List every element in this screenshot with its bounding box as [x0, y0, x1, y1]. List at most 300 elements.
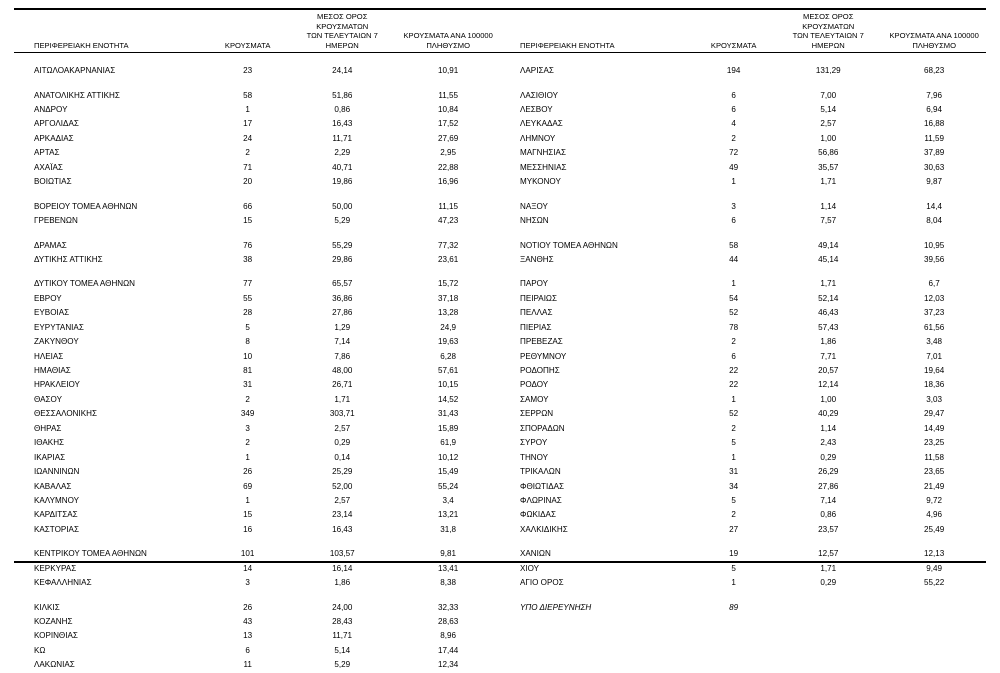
header-7day-average — [288, 10, 396, 54]
table-row — [14, 175, 500, 189]
spacer-cell — [500, 78, 986, 88]
cell-cases: 1 — [245, 105, 250, 115]
cell-region: ΘΑΣΟΥ — [34, 394, 62, 404]
cell-rate-per-100000: 37,89 — [924, 148, 945, 158]
table-row — [14, 562, 500, 576]
cell-region: ΣΠΟΡΑΔΩΝ — [520, 423, 565, 433]
cell-region: ΑΡΚΑΔΙΑΣ — [34, 133, 74, 143]
table-row — [14, 161, 500, 175]
cell-rate-per-100000: 24,9 — [440, 322, 457, 332]
cell-rate-per-100000: 16,96 — [438, 177, 459, 187]
header-7day-average-line1: ΜΕΣΟΣ ΟΡΟΣ ΚΡΟΥΣΜΑΤΩΝ — [316, 12, 369, 31]
cell-7day-average: 24,00 — [332, 602, 353, 612]
cell-cases: 5 — [731, 438, 736, 448]
cell-rate-per-100000: 15,72 — [438, 279, 459, 289]
header-7day-average-line1: ΜΕΣΟΣ ΟΡΟΣ ΚΡΟΥΣΜΑΤΩΝ — [802, 12, 855, 31]
cell-region: ΠΡΕΒΕΖΑΣ — [520, 337, 563, 347]
cell-rate-per-100000: 9,72 — [926, 495, 943, 505]
table-row — [14, 615, 500, 629]
cell-7day-average: 0,29 — [820, 578, 837, 588]
cell-cases: 78 — [729, 322, 739, 332]
cell-7day-average: 7,14 — [820, 495, 837, 505]
cell-7day-average: 5,29 — [334, 216, 351, 226]
cell-cases: 20 — [243, 177, 253, 187]
cell-7day-average: 2,57 — [334, 495, 351, 505]
cell-rate-per-100000: 22,88 — [438, 162, 459, 172]
table-row — [500, 306, 986, 320]
cell-region: ΑΝΑΤΟΛΙΚΗΣ ΑΤΤΙΚΗΣ — [34, 90, 120, 100]
cell-region: ΦΩΚΙΔΑΣ — [520, 510, 556, 520]
table-spacer-row — [500, 537, 986, 547]
cell-region: ΤΗΝΟΥ — [520, 452, 549, 462]
table-row — [14, 364, 500, 378]
cell-cases: 19 — [729, 549, 739, 559]
cell-region: ΜΕΣΣΗΝΙΑΣ — [520, 162, 567, 172]
cell-region: ΛΑΡΙΣΑΣ — [520, 66, 554, 76]
cell-region: ΚΕΡΚΥΡΑΣ — [34, 563, 77, 573]
cell-7day-average: 16,43 — [332, 524, 353, 534]
cell-cases: 22 — [729, 380, 739, 390]
cell-7day-average: 303,71 — [329, 409, 355, 419]
table-row — [500, 494, 986, 508]
table-row — [500, 253, 986, 267]
cell-rate-per-100000: 57,61 — [438, 366, 459, 376]
cell-7day-average: 56,86 — [818, 148, 839, 158]
cell-7day-average: 27,86 — [818, 481, 839, 491]
table-row — [14, 238, 500, 252]
cell-region: ΚΕΝΤΡΙΚΟΥ ΤΟΜΕΑ ΑΘΗΝΩΝ — [34, 549, 147, 559]
cell-cases: 2 — [731, 423, 736, 433]
left-table-head — [14, 10, 500, 54]
cell-region: ΛΑΚΩΝΙΑΣ — [34, 660, 75, 670]
header-rate-line1: ΚΡΟΥΣΜΑΤΑ ΑΝΑ 100000 — [889, 31, 979, 41]
cell-7day-average: 55,29 — [332, 240, 353, 250]
cell-cases: 5 — [731, 495, 736, 505]
cell-7day-average: 1,71 — [820, 563, 837, 573]
cell-rate-per-100000: 16,88 — [924, 119, 945, 129]
cell-7day-average: 7,57 — [820, 216, 837, 226]
cell-7day-average: 12,57 — [818, 549, 839, 559]
cell-region: ΦΘΙΩΤΙΔΑΣ — [520, 481, 565, 491]
table-row — [500, 117, 986, 131]
cell-rate-per-100000: 37,18 — [438, 293, 459, 303]
cell-rate-per-100000: 10,12 — [438, 452, 459, 462]
cell-cases: 58 — [729, 240, 739, 250]
cell-cases: 1 — [731, 177, 736, 187]
cell-region: ΗΡΑΚΛΕΙΟΥ — [34, 380, 80, 390]
table-row — [14, 132, 500, 146]
cell-7day-average: 1,71 — [820, 177, 837, 187]
spacer-cell — [500, 590, 986, 600]
table-row — [14, 547, 500, 561]
cell-7day-average: 52,00 — [332, 481, 353, 491]
table-row — [500, 335, 986, 349]
cell-region: ΑΓΙΟ ΟΡΟΣ — [520, 578, 564, 588]
cell-cases: 31 — [243, 380, 253, 390]
cell-rate-per-100000: 55,22 — [924, 578, 945, 588]
cell-rate-per-100000: 3,4 — [442, 495, 454, 505]
cell-cases: 44 — [729, 254, 739, 264]
cell-rate-per-100000: 19,64 — [924, 366, 945, 376]
cell-rate-per-100000: 10,91 — [438, 66, 459, 76]
cell-7day-average: 5,14 — [334, 645, 351, 655]
cell-7day-average: 2,43 — [820, 438, 837, 448]
cell-rate-per-100000: 9,81 — [440, 549, 457, 559]
cell-region: ΚΙΛΚΙΣ — [34, 602, 60, 612]
table-row — [14, 277, 500, 291]
cell-region: ΕΥΒΟΙΑΣ — [34, 308, 70, 318]
cell-7day-average: 1,14 — [820, 423, 837, 433]
cell-cases: 31 — [729, 467, 739, 477]
cell-cases: 3 — [245, 578, 250, 588]
table-row — [500, 214, 986, 228]
cell-7day-average: 2,57 — [820, 119, 837, 129]
cell-cases: 6 — [731, 90, 736, 100]
cell-region: ΚΟΡΙΝΘΙΑΣ — [34, 631, 78, 641]
header-row — [14, 10, 500, 54]
table-row — [500, 161, 986, 175]
cell-region: ΒΟΙΩΤΙΑΣ — [34, 177, 72, 187]
table-row — [14, 451, 500, 465]
cell-rate-per-100000: 39,56 — [924, 254, 945, 264]
table-row — [14, 494, 500, 508]
spacer-cell — [14, 590, 500, 600]
cell-7day-average: 24,14 — [332, 66, 353, 76]
header-7day-average-line2: ΤΩΝ ΤΕΛΕΥΤΑΙΩΝ 7 ΗΜΕΡΩΝ — [792, 31, 864, 50]
table-row — [14, 436, 500, 450]
cell-region: ΡΟΔΟΥ — [520, 380, 549, 390]
cell-cases: 58 — [243, 90, 253, 100]
cell-7day-average: 40,71 — [332, 162, 353, 172]
cell-cases: 27 — [729, 524, 739, 534]
table-row — [500, 393, 986, 407]
cell-rate-per-100000: 15,89 — [438, 423, 459, 433]
cell-cases: 5 — [731, 563, 736, 573]
table-spacer-row — [14, 590, 500, 600]
table-row — [14, 200, 500, 214]
table-row — [500, 349, 986, 363]
cell-7day-average: 2,29 — [334, 148, 351, 158]
cell-region: ΜΥΚΟΝΟΥ — [520, 177, 561, 187]
cell-7day-average: 1,00 — [820, 133, 837, 143]
spacer-cell — [500, 190, 986, 200]
cell-7day-average: 50,00 — [332, 201, 353, 211]
table-spacer-row — [14, 267, 500, 277]
cell-rate-per-100000: 14,4 — [926, 201, 943, 211]
cell-cases: 34 — [729, 481, 739, 491]
table-row — [500, 88, 986, 102]
cell-cases: 3 — [245, 423, 250, 433]
cell-rate-per-100000: 25,49 — [924, 524, 945, 534]
cell-rate-per-100000: 11,15 — [438, 201, 458, 211]
cell-region: ΤΡΙΚΑΛΩΝ — [520, 467, 561, 477]
table-row — [14, 523, 500, 537]
table-row — [500, 451, 986, 465]
cell-7day-average: 25,29 — [332, 467, 353, 477]
cell-7day-average: 20,57 — [818, 366, 839, 376]
cell-region: ΠΑΡΟΥ — [520, 279, 549, 289]
cell-region: ΡΕΘΥΜΝΟΥ — [520, 351, 567, 361]
cell-7day-average: 40,29 — [818, 409, 839, 419]
spacer-cell — [14, 537, 500, 547]
cell-cases: 6 — [245, 645, 250, 655]
header-cases: ΚΡΟΥΣΜΑΤΑ — [710, 40, 757, 50]
table-row — [14, 253, 500, 267]
table-row — [14, 576, 500, 590]
cell-7day-average: 49,14 — [818, 240, 839, 250]
cell-cases: 10 — [243, 351, 253, 361]
table-row — [14, 335, 500, 349]
table-row — [14, 117, 500, 131]
cell-cases: 6 — [731, 216, 736, 226]
cell-region: ΧΑΛΚΙΔΙΚΗΣ — [520, 524, 568, 534]
table-row — [500, 465, 986, 479]
cell-rate-per-100000: 10,95 — [924, 240, 945, 250]
cell-cases: 66 — [243, 201, 253, 211]
cell-region: ΚΩ — [34, 645, 46, 655]
cell-cases: 349 — [240, 409, 255, 419]
table-row — [500, 238, 986, 252]
cell-cases: 15 — [243, 510, 253, 520]
table-row — [500, 321, 986, 335]
cell-region: ΑΡΤΑΣ — [34, 148, 60, 158]
cell-region: ΝΑΞΟΥ — [520, 201, 548, 211]
cell-rate-per-100000: 32,33 — [438, 602, 459, 612]
cell-7day-average: 1,86 — [334, 578, 351, 588]
table-spacer-row — [14, 537, 500, 547]
cell-region: ΙΚΑΡΙΑΣ — [34, 452, 66, 462]
cell-region: ΑΧΑΪΑΣ — [34, 162, 63, 172]
spacer-cell — [500, 537, 986, 547]
cell-region: ΙΩΑΝΝΙΝΩΝ — [34, 467, 80, 477]
cell-rate-per-100000: 9,49 — [926, 563, 943, 573]
header-cases: ΚΡΟΥΣΜΑΤΑ — [224, 40, 271, 50]
cell-region: ΠΕΙΡΑΙΩΣ — [520, 293, 557, 303]
cell-region: ΑΡΓΟΛΙΔΑΣ — [34, 119, 79, 129]
cell-cases: 54 — [729, 293, 739, 303]
table-row — [500, 378, 986, 392]
cell-cases: 26 — [243, 467, 253, 477]
cell-rate-per-100000: 15,49 — [438, 467, 459, 477]
table-row — [14, 658, 500, 672]
cell-region: ΝΟΤΙΟΥ ΤΟΜΕΑ ΑΘΗΝΩΝ — [520, 240, 618, 250]
right-table-head — [500, 10, 986, 54]
cell-region: ΚΑΡΔΙΤΣΑΣ — [34, 510, 78, 520]
table-row — [14, 479, 500, 493]
cell-cases: 22 — [729, 366, 739, 376]
cell-7day-average: 23,14 — [332, 510, 353, 520]
cell-cases: 6 — [731, 351, 736, 361]
cell-cases: 76 — [243, 240, 253, 250]
table-spacer-row — [500, 190, 986, 200]
cell-region: ΥΠΟ ΔΙΕΡΕΥΝΗΣΗ — [520, 602, 592, 612]
cell-region: ΚΑΛΥΜΝΟΥ — [34, 495, 80, 505]
cell-7day-average: 11,71 — [332, 133, 353, 143]
header-rate-line2: ΠΛΗΘΥΣΜΟ — [426, 40, 471, 50]
cell-region: ΣΥΡΟΥ — [520, 438, 548, 448]
cell-cases: 52 — [729, 308, 739, 318]
cell-rate-per-100000: 6,28 — [440, 351, 457, 361]
cell-region: ΣΑΜΟΥ — [520, 394, 549, 404]
cell-7day-average: 57,43 — [818, 322, 839, 332]
cell-region: ΕΒΡΟΥ — [34, 293, 62, 303]
cell-rate-per-100000: 68,23 — [924, 66, 945, 76]
cell-rate-per-100000: 4,96 — [926, 510, 943, 520]
cell-rate-per-100000: 13,21 — [438, 510, 459, 520]
table-row — [14, 64, 500, 78]
cell-rate-per-100000: 17,44 — [438, 645, 459, 655]
table-row — [500, 547, 986, 561]
cell-rate-per-100000: 55,24 — [438, 481, 459, 491]
cell-cases: 2 — [245, 394, 250, 404]
cell-cases: 15 — [243, 216, 253, 226]
cell-rate-per-100000: 23,25 — [924, 438, 945, 448]
cell-cases: 1 — [731, 452, 736, 462]
cell-region: ΘΗΡΑΣ — [34, 423, 62, 433]
cell-rate-per-100000: 11,55 — [438, 90, 458, 100]
cell-rate-per-100000: 31,8 — [440, 524, 457, 534]
cell-cases: 26 — [243, 602, 253, 612]
table-row — [500, 600, 986, 614]
cell-7day-average: 0,14 — [334, 452, 351, 462]
header-7day-average — [774, 10, 882, 54]
cell-region: ΛΕΣΒΟΥ — [520, 105, 553, 115]
cell-cases: 4 — [731, 119, 736, 129]
table-spacer-row — [500, 78, 986, 88]
table-row — [14, 214, 500, 228]
table-row — [500, 508, 986, 522]
cell-7day-average: 1,00 — [820, 394, 837, 404]
cell-7day-average: 7,00 — [820, 90, 837, 100]
cell-7day-average: 26,29 — [818, 467, 839, 477]
cell-cases: 11 — [243, 660, 252, 670]
cell-region: ΑΝΔΡΟΥ — [34, 105, 68, 115]
table-row — [14, 321, 500, 335]
cell-7day-average: 5,14 — [820, 105, 837, 115]
cell-region: ΚΟΖΑΝΗΣ — [34, 617, 73, 627]
cell-cases: 69 — [243, 481, 253, 491]
cell-region: ΘΕΣΣΑΛΟΝΙΚΗΣ — [34, 409, 97, 419]
cell-7day-average: 7,86 — [334, 351, 351, 361]
cell-rate-per-100000: 8,04 — [926, 216, 943, 226]
table-row — [500, 407, 986, 421]
cell-region: ΚΑΣΤΟΡΙΑΣ — [34, 524, 79, 534]
cell-region: ΔΡΑΜΑΣ — [34, 240, 67, 250]
table-row — [500, 146, 986, 160]
left-table-column — [14, 10, 500, 673]
header-rate-per-100000 — [396, 10, 500, 54]
cell-rate-per-100000: 10,84 — [438, 105, 459, 115]
header-7day-average-line2: ΤΩΝ ΤΕΛΕΥΤΑΙΩΝ 7 ΗΜΕΡΩΝ — [306, 31, 378, 50]
cell-7day-average: 12,14 — [818, 380, 839, 390]
cell-region: ΒΟΡΕΙΟΥ ΤΟΜΕΑ ΑΘΗΝΩΝ — [34, 201, 138, 211]
cell-7day-average: 46,43 — [818, 308, 839, 318]
cell-cases: 28 — [243, 308, 253, 318]
cell-7day-average: 52,14 — [818, 293, 839, 303]
cell-7day-average: 23,57 — [818, 524, 839, 534]
cell-rate-per-100000: 18,36 — [924, 380, 945, 390]
cell-cases: 81 — [243, 366, 253, 376]
table-row — [14, 306, 500, 320]
table-row — [14, 508, 500, 522]
cell-rate-per-100000: 3,03 — [926, 394, 943, 404]
cell-rate-per-100000: 6,7 — [928, 279, 940, 289]
cell-rate-per-100000: 23,65 — [924, 467, 945, 477]
cell-7day-average: 36,86 — [332, 293, 353, 303]
cell-cases: 5 — [245, 322, 250, 332]
cell-rate-per-100000: 10,15 — [438, 380, 459, 390]
cell-rate-per-100000: 14,49 — [924, 423, 945, 433]
table-row — [14, 349, 500, 363]
table-spacer-row — [500, 54, 986, 64]
cell-region: ΛΑΣΙΘΙΟΥ — [520, 90, 559, 100]
cell-region: ΚΕΦΑΛΛΗΝΙΑΣ — [34, 578, 92, 588]
cell-rate-per-100000: 77,32 — [438, 240, 459, 250]
cell-rate-per-100000: 3,48 — [926, 337, 943, 347]
cell-rate-per-100000: 7,01 — [926, 351, 943, 361]
table-spacer-row — [14, 228, 500, 238]
table-row — [500, 175, 986, 189]
cell-cases: 52 — [729, 409, 739, 419]
cell-cases: 24 — [243, 133, 253, 143]
cell-7day-average — [774, 600, 882, 614]
cell-7day-average: 45,14 — [818, 254, 839, 264]
cell-cases: 2 — [245, 438, 250, 448]
cell-rate-per-100000: 17,52 — [438, 119, 459, 129]
cell-rate-per-100000: 30,63 — [924, 162, 945, 172]
cell-rate-per-100000: 61,9 — [440, 438, 457, 448]
table-row — [500, 64, 986, 78]
cell-7day-average: 103,57 — [329, 549, 355, 559]
cell-7day-average: 1,86 — [820, 337, 837, 347]
cell-7day-average: 1,71 — [334, 394, 351, 404]
cell-cases: 71 — [243, 162, 253, 172]
cell-region: ΔΥΤΙΚΗΣ ΑΤΤΙΚΗΣ — [34, 254, 103, 264]
right-table-body — [500, 54, 986, 615]
cell-rate-per-100000: 12,03 — [924, 293, 945, 303]
cell-region: ΧΑΝΙΩΝ — [520, 549, 551, 559]
table-row — [500, 292, 986, 306]
header-rate-line2: ΠΛΗΘΥΣΜΟ — [912, 40, 957, 50]
header-rate-per-100000 — [882, 10, 986, 54]
table-row — [500, 576, 986, 590]
cell-7day-average: 5,29 — [334, 660, 351, 670]
cell-7day-average: 0,86 — [820, 510, 837, 520]
table-row — [14, 465, 500, 479]
header-row — [500, 10, 986, 54]
cell-7day-average: 28,43 — [332, 617, 353, 627]
cell-7day-average: 0,29 — [334, 438, 351, 448]
cell-7day-average: 1,29 — [334, 322, 351, 332]
cell-region: ΖΑΚΥΝΘΟΥ — [34, 337, 79, 347]
spacer-cell — [500, 267, 986, 277]
cell-region: ΧΙΟΥ — [520, 563, 540, 573]
cell-cases: 2 — [731, 133, 736, 143]
cell-7day-average: 1,71 — [820, 279, 837, 289]
left-table-body — [14, 54, 500, 673]
cell-region: ΜΑΓΝΗΣΙΑΣ — [520, 148, 566, 158]
cell-cases: 17 — [243, 119, 253, 129]
spacer-cell — [500, 228, 986, 238]
cell-region: ΛΕΥΚΑΔΑΣ — [520, 119, 563, 129]
cell-rate-per-100000: 11,59 — [924, 133, 944, 143]
table-row — [14, 644, 500, 658]
cell-region: ΑΙΤΩΛΟΑΚΑΡΝΑΝΙΑΣ — [34, 66, 116, 76]
left-table — [14, 10, 500, 673]
header-rate-line1: ΚΡΟΥΣΜΑΤΑ ΑΝΑ 100000 — [403, 31, 493, 41]
table-spacer-row — [500, 267, 986, 277]
table-row — [500, 132, 986, 146]
